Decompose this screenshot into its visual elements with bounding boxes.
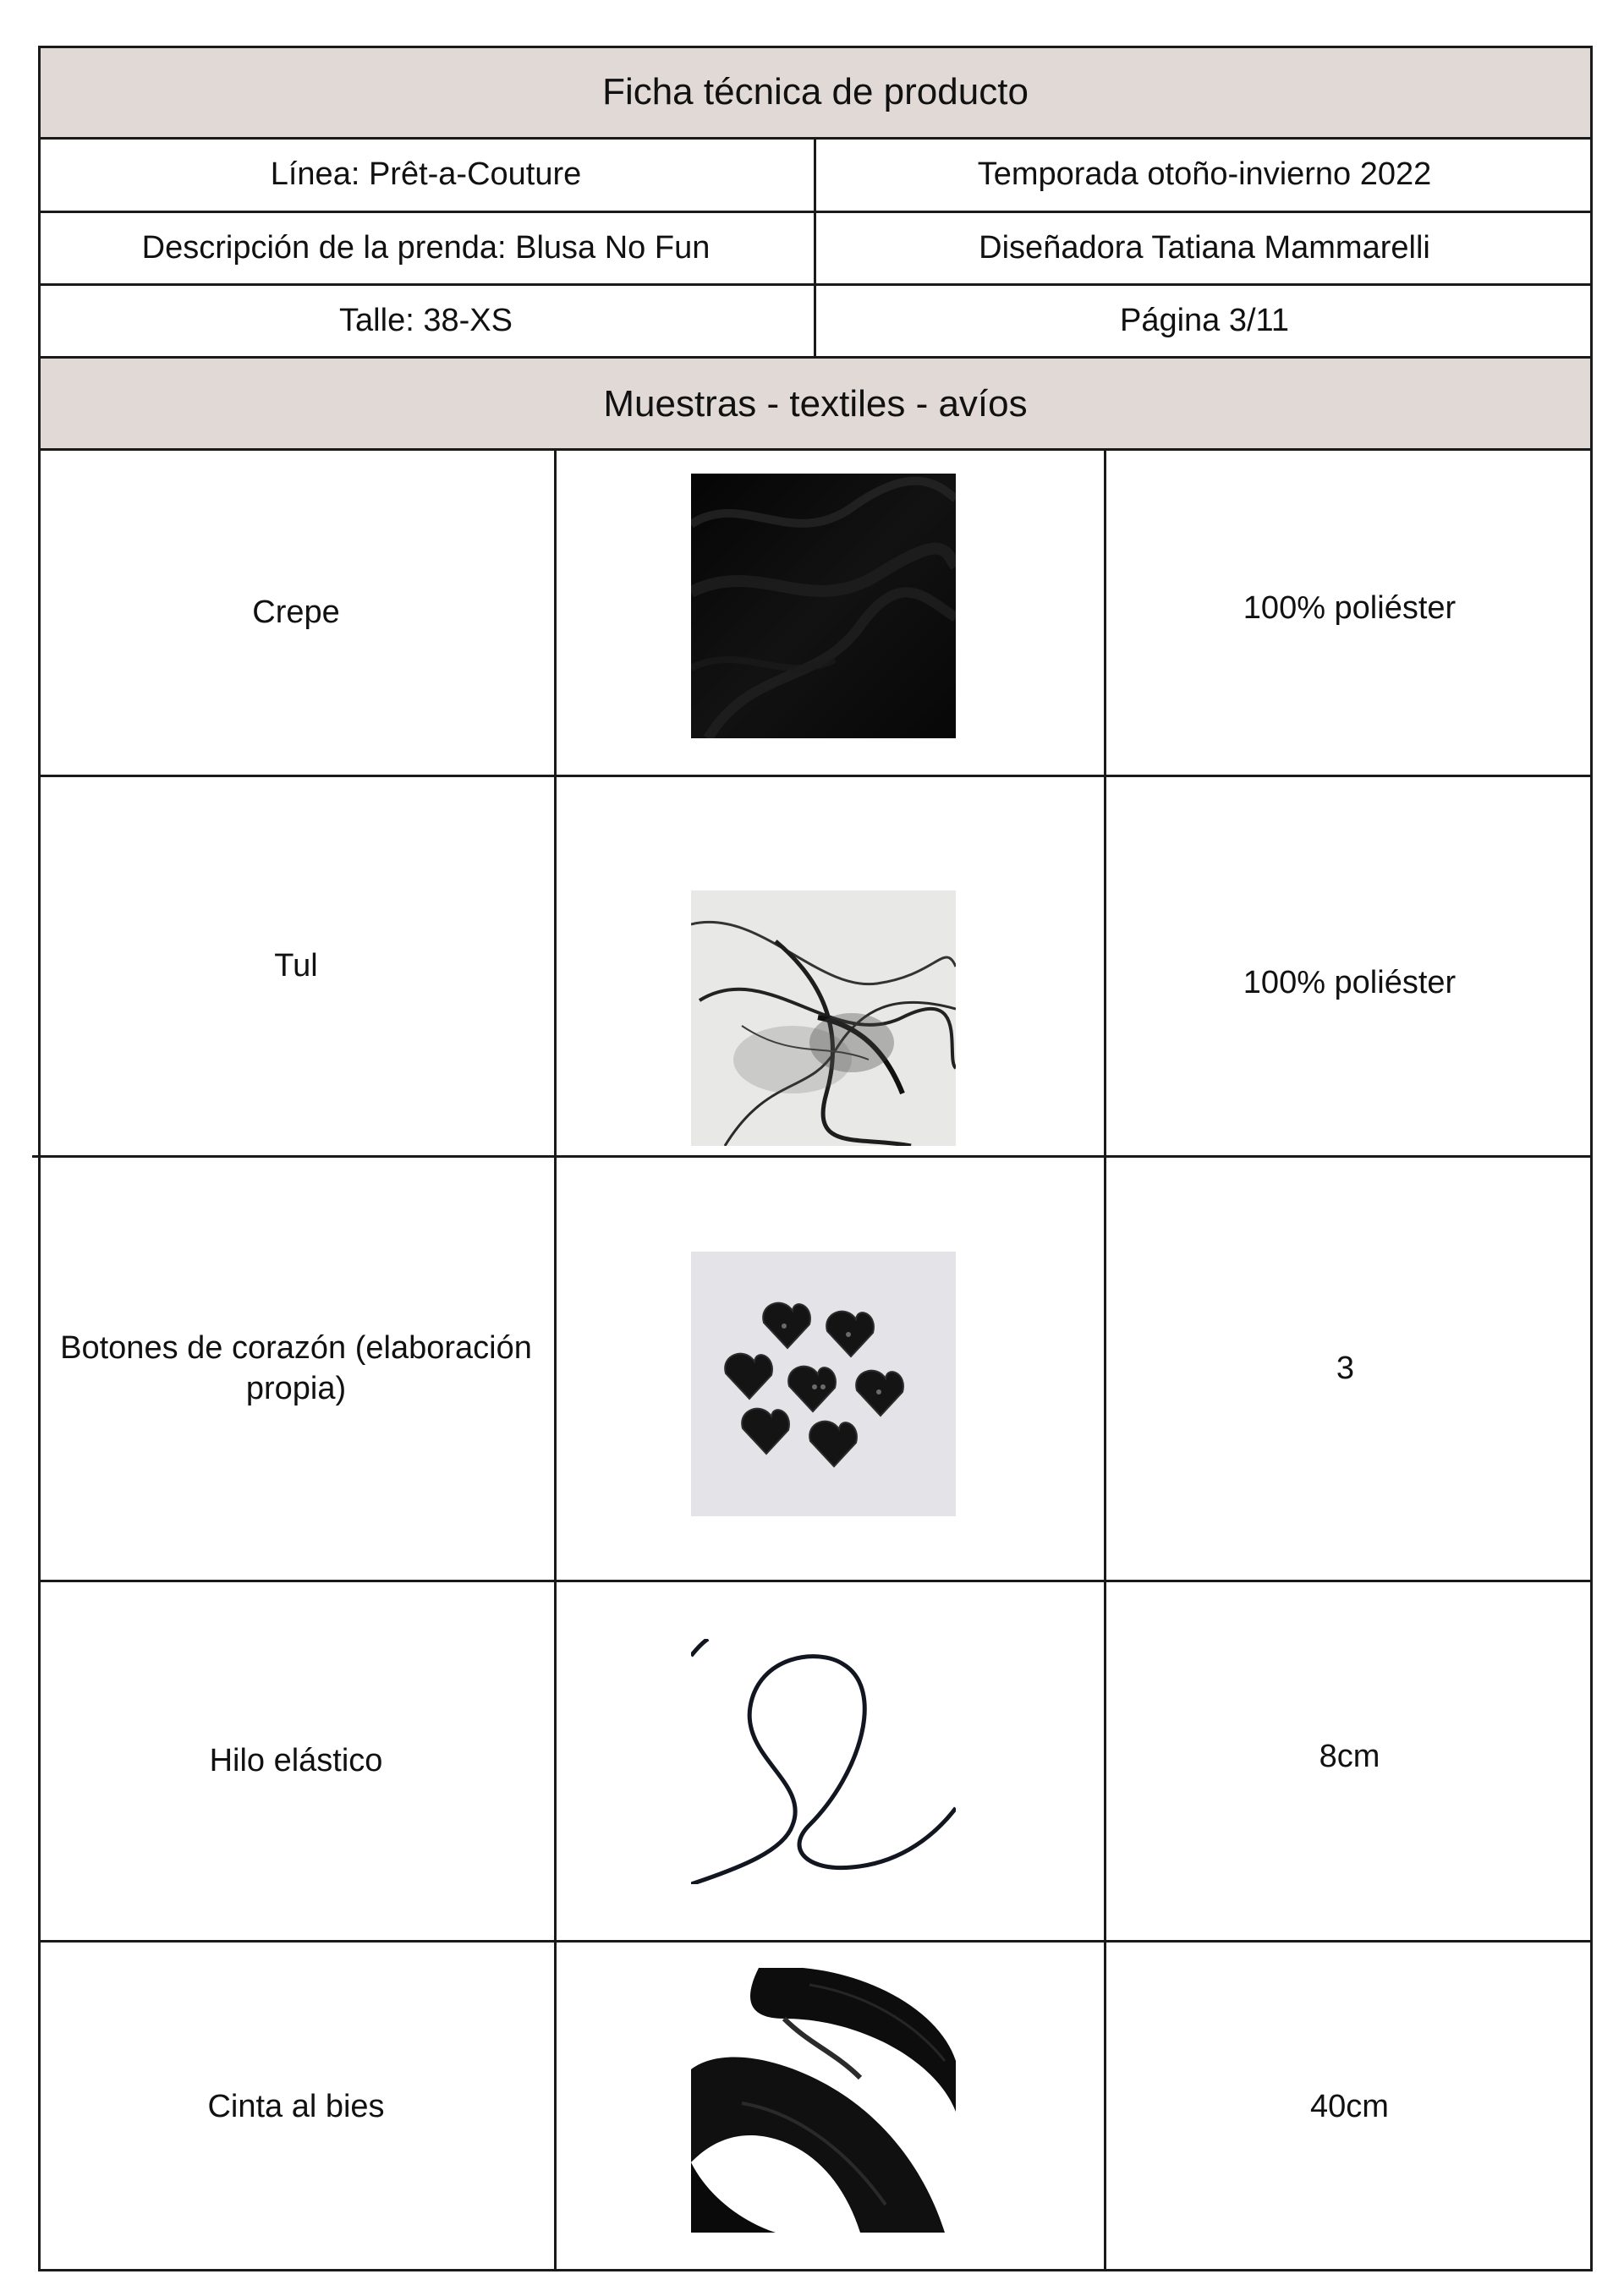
designer-field: Diseñadora Tatiana Mammarelli [979, 229, 1430, 266]
line-field: Línea: Prêt-a-Couture [270, 156, 582, 193]
material-detail: 100% poliéster [1243, 589, 1457, 626]
material-detail: 3 [1336, 1350, 1355, 1386]
material-name: Hilo elástico [209, 1742, 383, 1778]
material-detail: 8cm [1319, 1738, 1380, 1774]
material-name: Cinta al bies [207, 2088, 385, 2124]
season-field: Temporada otoño-invierno 2022 [977, 156, 1432, 193]
table-border [38, 46, 1593, 2271]
material-name: Crepe [252, 594, 340, 630]
section-title: Muestras - textiles - avíos [38, 359, 1593, 449]
divider [32, 1155, 1587, 1158]
product-spec-sheet [38, 46, 1593, 2271]
page-number-field: Página 3/11 [1119, 302, 1290, 338]
material-name: Tul [274, 947, 318, 984]
sheet-title: Ficha técnica de producto [38, 46, 1593, 139]
size-field: Talle: 38-XS [339, 302, 513, 338]
material-detail: 100% poliéster [1243, 964, 1457, 1000]
material-detail: 40cm [1310, 2088, 1389, 2124]
material-name: Botones de corazón (elaboración propia) [60, 1330, 532, 1406]
garment-description-field: Descripción de la prenda: Blusa No Fun [141, 229, 710, 266]
